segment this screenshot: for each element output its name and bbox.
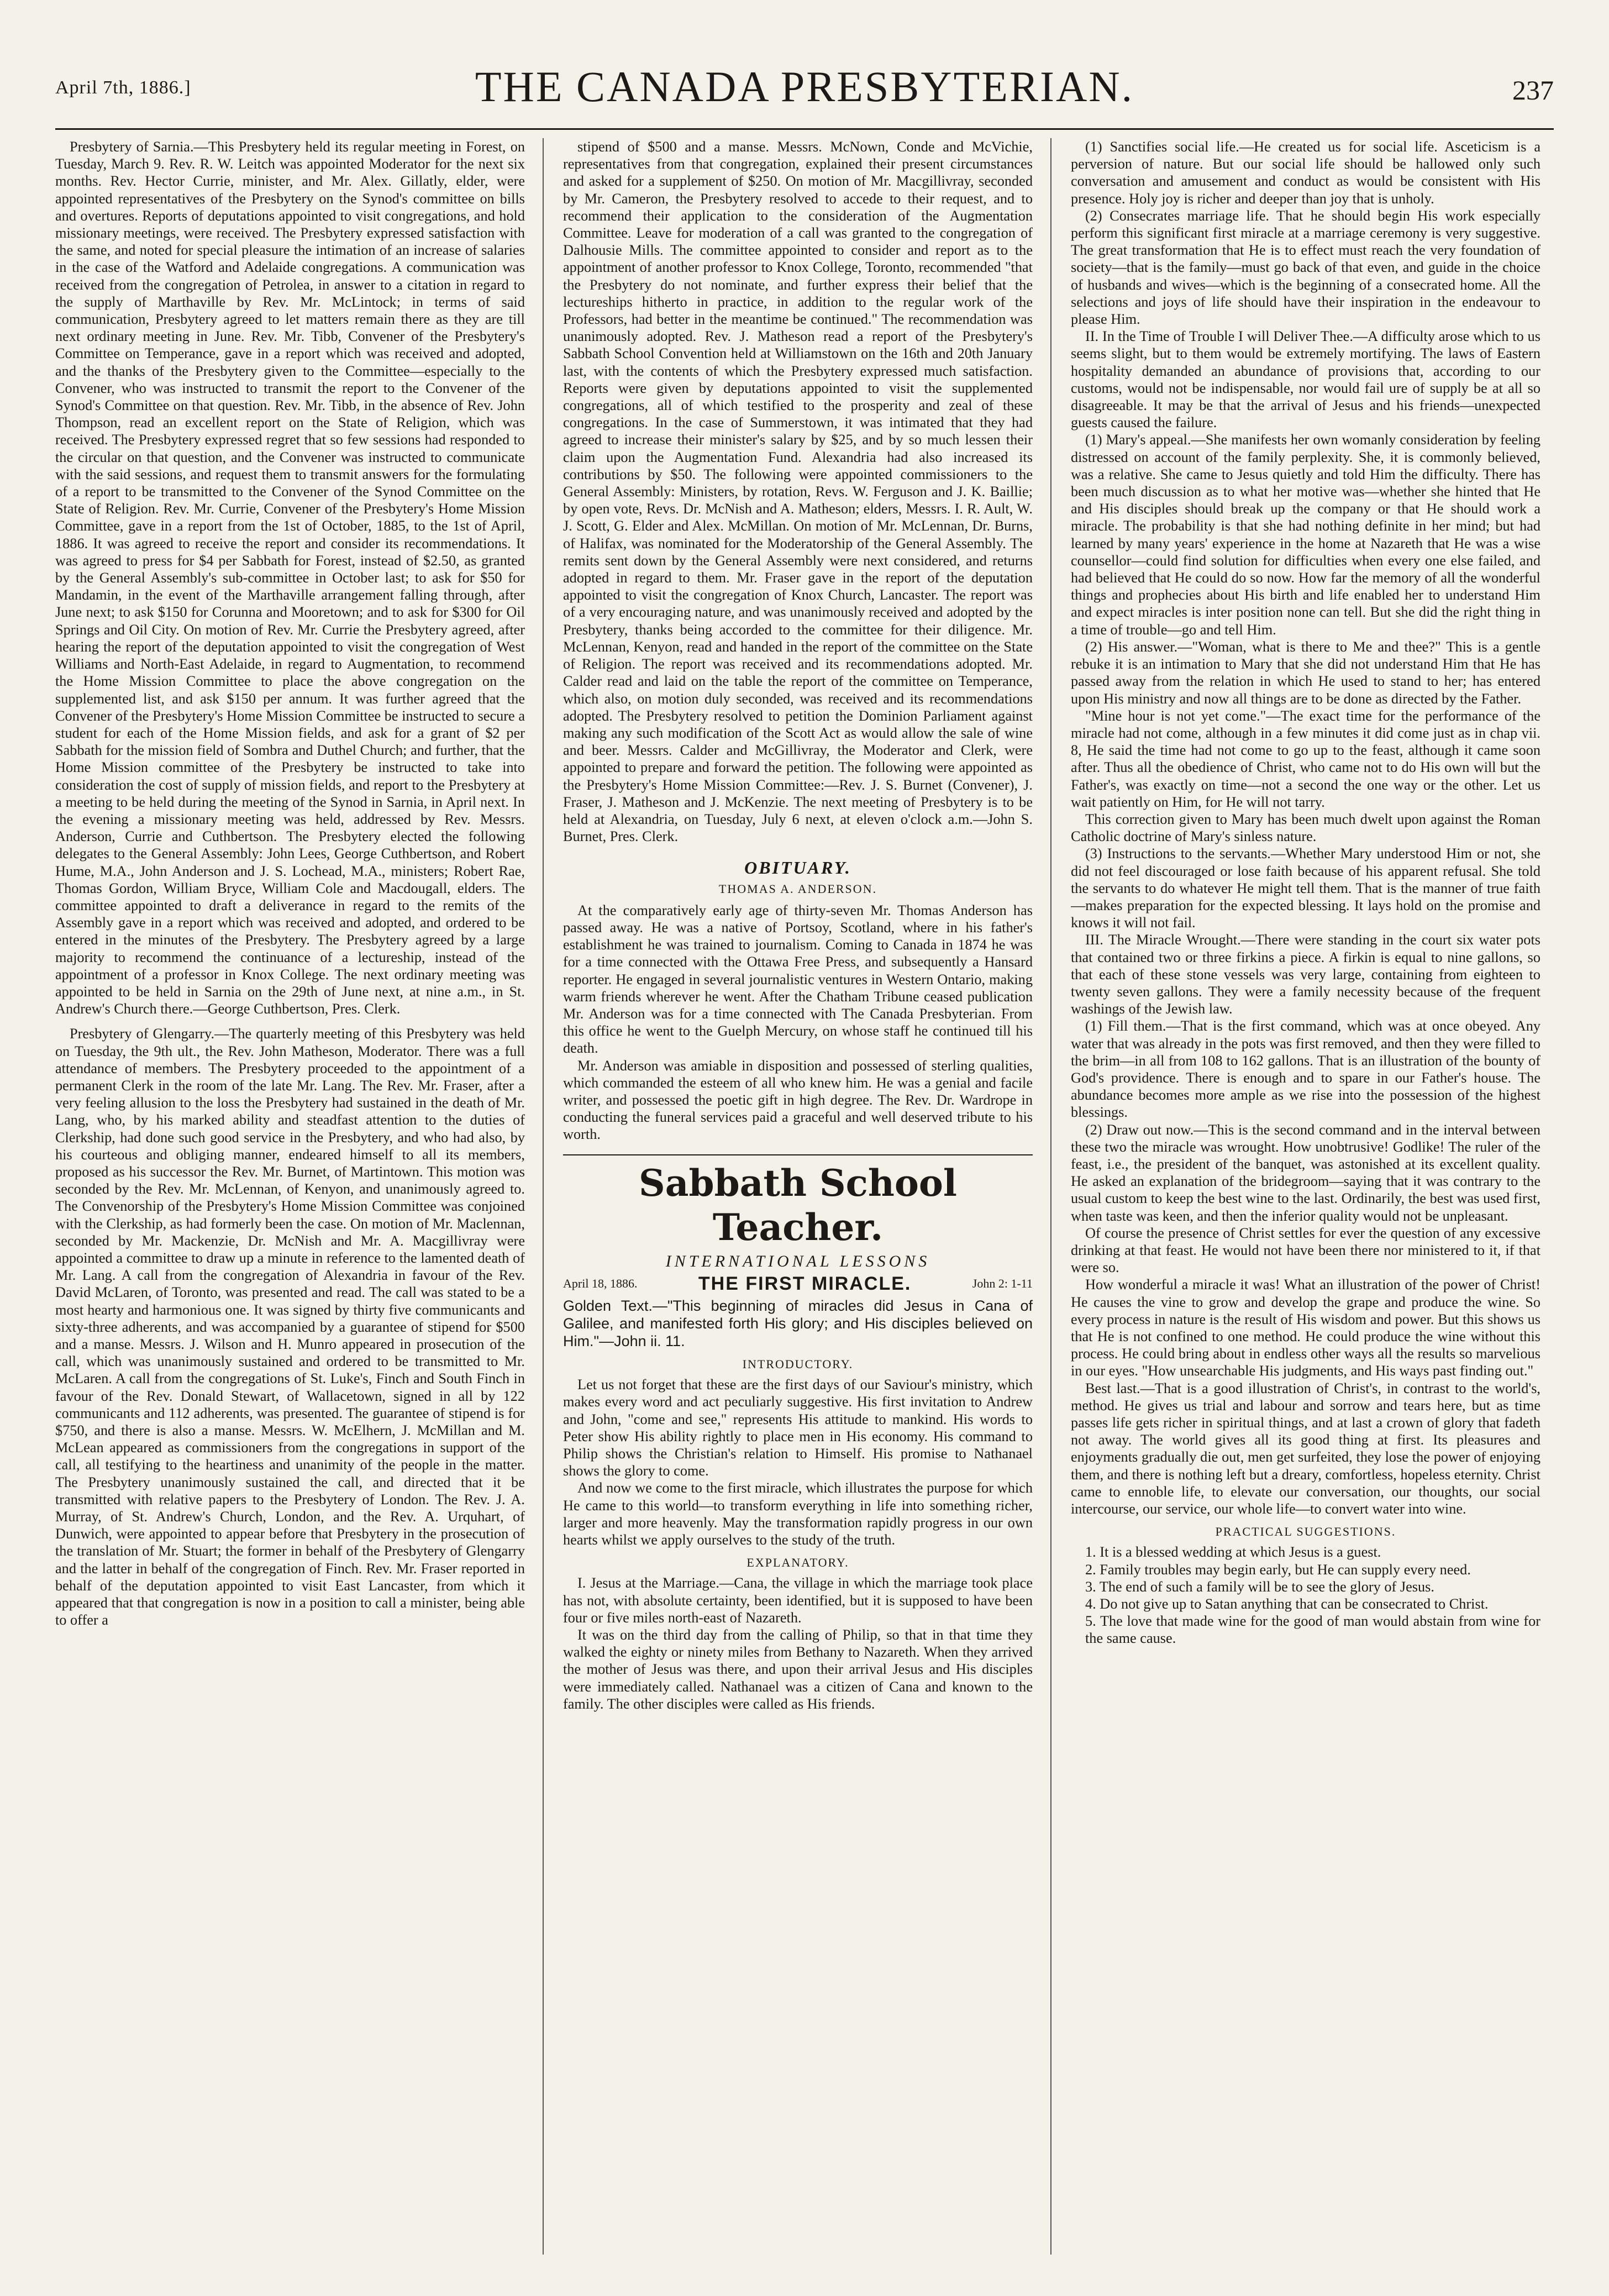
lesson-paragraph: This correction given to Mary has been much dwelt upon against the Roman Catholic doctrine of Mary's sinless nature. — [1071, 811, 1540, 845]
introductory-paragraph: Let us not forget that these are the first days of our Saviour's ministry, which makes every word and act peculiarly suggestive. His first invitation to Andrew and John, "come and see," represents His attitude to mankind. His words to Peter show His ability rightly to place men in His economy. His command to Philip shows the Christian's relation to Himself. His promise to Nathanael shows the glory to come. — [563, 1376, 1033, 1479]
explanatory-paragraph: I. Jesus at the Marriage.—Cana, the village in which the marriage took place has not, with absolute certainty, been identified, but it is supposed to have been four or five miles north-east of Nazareth. — [563, 1575, 1033, 1626]
lesson-paragraph: (3) Instructions to the servants.—Whether Mary understood Him or not, she did not feel discouraged or lose faith because of his apparent refusal. She told the servants to do whatever He might tell them. That is the manner of true faith—makes preparation for the expected blessing. It lays hold on the promise and knows it will not fail. — [1071, 845, 1540, 931]
section-heading-sabbath-school: Sabbath School Teacher. — [563, 1154, 1033, 1249]
list-item: 5. The love that made wine for the good of man would abstain from wine for the same cause. — [1085, 1613, 1540, 1647]
masthead — [55, 55, 1554, 122]
glengarry-report-continued: stipend of $500 and a manse. Messrs. McNown, Conde and McVichie, representatives from that congregation, explained their present circumstances and asked for a supplement of $250. On motion of Mr. Macgillivray, seconded by Mr. Cameron, the Presbytery resolved to accede to their request, and to recommend their application to the consideration of the Augmentation Committee. Leave for moderation of a call was granted to the congregation of Dalhousie Mills. The committee appointed to consider and report as to the appointment of another professor to Knox College, Toronto, recommended "that the Presbytery do not nominate, and further express their belief that the lectureships hitherto in practice, in addition to the regular work of the Professors, had better in the meantime be continued." The recommendation was unanimously adopted. Rev. J. Matheson read a report of the Presbytery's Sabbath School Convention held at Williamstown on the 16th and 20th January last, with the contents of which the Presbytery expressed much satisfaction. Reports were given by deputations appointed to visit the supplemented congregations, all of which testified to the prosperity and zeal of these congregations. In the case of Summerstown, it was intimated that they had agreed to increase their minister's salary by $25, and by so much lessen their claim upon the Augmentation Fund. Alexandria had also increased its contributions by $50. The following were appointed commissioners to the General Assembly: Ministers, by rotation, Revs. W. Ferguson and J. K. Baillie; by open vote, Revs. Dr. McNish and A. Matheson; elders, Messrs. I. R. Ault, W. J. Scott, G. Elder and Alex. McMillan. On motion of Mr. McLennan, Dr. Burns, of Halifax, was nominated for the Moderatorship of the General Assembly. The remits sent down by the General Assembly were next considered, and returns adopted in regard to them. Mr. Fraser gave in the report of the deputation appointed to visit the congregation of Knox Church, Lancaster. The report was of a very encouraging nature, and was unanimously received and adopted by the Presbytery, thanks being accorded to the committee for their diligence. Mr. McLennan, Kenyon, read and handed in the report of the committee on the State of Religion. The report was received and its recommendations adopted. Mr. Calder read and laid on the table the report of the committee on Temperance, which also, on motion duly seconded, was received and its recommendations adopted. The Presbytery resolved to petition the Dominion Parliament against making any such modification of the Scott Act as would allow the sale of wine and beer. Messrs. Calder and McGillivray, the Moderator and Clerk, were appointed to prepare and forward the petition. The following were appointed as the Presbytery's Home Mission Committee:—Rev. J. S. Burnet (Convener), J. Fraser, J. Matheson and J. McKenzie. The next meeting of Presbytery is to be held at Alexandria, on Tuesday, July 6 next, at eleven o'clock a.m.—John S. Burnet, Pres. Clerk. — [563, 139, 1033, 845]
practical-suggestions-heading: PRACTICAL SUGGESTIONS. — [1215, 1525, 1396, 1539]
introductory-paragraph: And now we come to the first miracle, which illustrates the purpose for which He came to this world—to transform everything in life into something richer, larger and more heavenly. May the transformation rapidly progress in our own hearts whilst we apply ourselves to the study of the truth. — [563, 1480, 1033, 1548]
lesson-paragraph: Of course the presence of Christ settles for ever the question of any excessive drinking at that feast. He would not have been there nor ministered to it, if that were so. — [1071, 1225, 1540, 1276]
lesson-paragraph: (2) His answer.—"Woman, what is there to Me and thee?" This is a gentle rebuke it is an intimation to Mary that she did not understand Him that He has passed away from the relation in which He used to stand to her; has entered upon His ministry and now all things are to be done as directed by the Father. — [1071, 638, 1540, 707]
column-3 — [1071, 138, 1540, 2271]
international-lessons-subheading: INTERNATIONAL LESSONS — [665, 1252, 930, 1270]
obituary-heading: OBITUARY. — [744, 858, 851, 878]
presbytery-glengarry-report: Presbytery of Glengarry.—The quarterly meeting of this Presbytery was held on Tuesday, the 9th ult., the Rev. John Matheson, Moderator. There was a full attendance of members. The Presbytery proceeded to the appointment of a permanent Clerk in the room of the late Mr. Lang. The Rev. Mr. Fraser, after a very feeling allusion to the loss the Presbytery had sustained in the death of Mr. Lang, who, by his marked ability and steadfast attention to the duties of Clerkship, had done such good service in the Presbytery, and who had also, by his courteous and obliging manner, endeared himself to all its members, proposed as his successor the Rev. Mr. Burnet, of Martintown. This motion was seconded by the Rev. Mr. McLennan, of Kenyon, and unanimously agreed to. The Convenorship of the Presbytery's Home Mission Committee was conjoined with the Clerkship, as had formerly been the case. On motion of Mr. Maclennan, seconded by Mr. Mackenzie, Dr. McNish and Mr. A. Macgillivray were appointed a committee to draw up a minute in reference to the lamented death of Mr. Lang. A call from the congregation of Alexandria in favour of the Rev. David McLaren, of Toronto, was presented and read. The call was stated to be a most hearty and harmonious one. It was signed by thirty five communicants and sixty-three adherents, and was accompanied by a guarantee of stipend for $500 and a manse. Messrs. J. Wilson and H. Munro appeared in prosecution of the call, which was unanimously sustained and ordered to be transmitted to Mr. McLaren. A call from the congregations of St. Luke's, Finch and South Finch in favour of the Rev. Donald Stewart, of Wallacetown, signed in all by 122 communicants and 112 adherents, was presented. The guarantee of stipend is for $750, and there is also a manse. Messrs. W. McElhern, J. McMillan and M. McLean appeared as commissioners from the congregations in support of the call, all testifying to the heartiness and unanimity of the people in the matter. The Presbytery unanimously sustained the call, and directed that it be transmitted with relative papers to the Presbytery of London. The Rev. J. A. Murray, of St. Andrew's Church, London, and the Rev. A. Urquhart, of Dunwich, were appointed to appear before that Presbytery in the prosecution of the translation of Mr. Stuart; the former in behalf of the Presbytery of Glengarry and the latter in behalf of the congregation of Finch. Rev. Mr. Fraser reported in behalf of the deputation appointed to visit East Lancaster, from which it appeared that that congregation is now in a position to call a minister, being able to offer a — [55, 1026, 525, 1628]
lesson-header — [563, 1275, 1033, 1293]
column-divider — [1050, 138, 1051, 2255]
lesson-paragraph: "Mine hour is not yet come."—The exact time for the performance of the miracle had not come, although in a few minutes it did come just as in chap vii. 8, He said the time had not come to go up to the feast, although it came soon after. Thus all the obedience of Christ, who came not to do His own will but the Father's, was exactly on time—not a second the one way or the other. Let us wait patiently on Him, for He will not tarry. — [1071, 707, 1540, 810]
column-divider — [543, 138, 544, 2255]
lesson-paragraph: How wonderful a miracle it was! What an illustration of the power of Christ! He causes the vine to grow and develop the grape and produce the wine. So every process in nature is the result of His wisdom and power. But this shows us that He is not confined to one method. He could produce the wine without this process. He could bring about in endless other ways all the results so marvelious in our eyes. "How unsearchable His judgments, and His ways past finding out." — [1071, 1276, 1540, 1379]
lesson-paragraph: (1) Fill them.—That is the first command, which was at once obeyed. Any water that was already in the pots was first removed, and then they were filled to the brim—in all from 108 to 162 gallons. That is an illustration of the bounty of God's providence. There is enough and to spare in our Father's house. The abundance becomes more ample as we rise into the possession of the highest blessings. — [1071, 1018, 1540, 1121]
explanatory-heading: EXPLANATORY. — [746, 1556, 849, 1570]
column-1 — [55, 138, 525, 2271]
presbytery-sarnia-report: Presbytery of Sarnia.—This Presbytery held its regular meeting in Forest, on Tuesday, March 9. Rev. R. W. Leitch was appointed Moderator for the next six months. Rev. Hector Currie, minister, and Mr. Alex. Gillatly, elder, were appointed representatives of the Presbytery on the Synod's committee on bills and overtures. Reports of deputations appointed to visit congregations, and hold missionary meetings, were received. The Presbytery expressed satisfaction with the same, and noted for special pleasure the intimation of an increase of salaries in the case of the Watford and Adelaide congregations. A communication was received from the congregation of Petrolea, in answer to a citation in regard to the supply of Marthaville by Rev. Mr. McLintock; in terms of said communication, Presbytery agreed to let matters remain there as they are till next ordinary meeting in June. Rev. Mr. Tibb, Convener of the Presbytery's Committee on Temperance, gave in a report which was received and adopted, and the thanks of the Presbytery given to the Committee—especially to the Convener, who was instructed to transmit the report to the Convener of the Synod's Committee on that question. Rev. Mr. Tibb, in the absence of Rev. John Thompson, read an excellent report on the State of Religion, which was received. The Presbytery expressed regret that so few sessions had responded to the circular on that question, and the Convener was instructed to communicate with the said sessions, and request them to transmit answers for the formulating of a report to be transmitted to the Convener of the Synod Committee on the State of Religion. Rev. Mr. Currie, Convener of the Presbytery's Home Mission Committee, gave in a report from the 1st of October, 1885, to the 1st of April, 1886. It was agreed to receive the report and consider its recommendations. It was agreed to press for $4 per Sabbath for Forest, instead of $2.50, as granted by the General Assembly's sub-committee in October last; to ask for $50 for Mandamin, in the event of the Marthaville arrangement falling through, after June next; to ask $150 for Corunna and Mooretown; and to ask for $300 for Oil Springs and Oil City. On motion of Rev. Mr. Currie the Presbytery agreed, after hearing the report of the deputation appointed to visit the congregation of West Williams and North-East Adelaide, in regard to Augmentation, to recommend the Home Mission Committee to place the above congregation on the supplemented list, and ask $150 per annum. It was further agreed that the Convener of the Presbytery's Home Mission Committee be instructed to secure a student for each of the Home Mission fields, and ask for a grant of $2 per Sabbath for the mission field of Sombra and Duthel Church; and further, that the Home Mission committee of the Presbytery be instructed to take into consideration the cost of supply of mission fields, and report to the Presbytery at a meeting to be held during the meeting of the Synod in Sarnia, in April next. In the evening a missionary meeting was held, addressed by Rev. Messrs. Anderson, Currie and Cuthbertson. The Presbytery elected the following delegates to the General Assembly: John Lees, George Cuthbertson, and Robert Hume, M.A., John Anderson and J. S. Lochead, M.A., ministers; Robert Rae, Thomas Gordon, William Bryce, William Cole and Macdougall, elders. The committee appointed to draft a deliverance in regard to the remits of the Assembly gave in a report which was received and adopted, and ordered to be entered in the minutes of the Presbytery. The Presbytery agreed by a large majority to recommend the continuance of a lectureship, instead of the appointment of a professor in Knox College. The next ordinary meeting was appointed to be held in Sarnia on the 29th of June next, at nine a.m., in St. Andrew's Church there.—George Cuthbertson, Pres. Clerk. — [55, 139, 525, 1017]
page-number: 237 — [1512, 75, 1554, 106]
list-item: 4. Do not give up to Satan anything that can be consecrated to Christ. — [1085, 1596, 1489, 1612]
lesson-paragraph: III. The Miracle Wrought.—There were standing in the court six water pots that contained two or three firkins a piece. A firkin is equal to nine gallons, so that each of these stone vessels was very large, containing from eighteen to twenty seven gallons. They were a family necessity because of the frequent washings of the Jewish law. — [1071, 932, 1540, 1017]
lesson-paragraph: II. In the Time of Trouble I will Deliver Thee.—A difficulty arose which to us seems slight, but to them would be extremely mortifying. The laws of Eastern hospitality demanded an abundance of provisions that, according to our customs, would not be indispensable, nor would fail ure of supply be at all so disagreeable. It may be that the arrival of Jesus and his friends—unexpected guests caused the failure. — [1071, 328, 1540, 431]
lesson-paragraph: (1) Mary's appeal.—She manifests her own womanly consideration by feeling distressed on account of the family perplexity. She, it is commonly believed, was a relative. She came to Jesus quietly and told Him the difficulty. There has been much discussion as to what her motive was—whether she hinted that He and His disciples should break up the company or that He should work a miracle. The probability is that she had nothing definite in her mind; but had learned by many years' experience in the home at Nazareth that He was a wise counsellor—could find solution for difficulties when every one else failed, and had believed that He could do so now. How far the memory of all the wonderful things and prophecies about His birth and life enabled her to understand Him and expect miracles is inter position none can tell. But she did the right thing in a time of trouble—go and tell Him. — [1071, 432, 1540, 638]
obituary-name: THOMAS A. ANDERSON. — [718, 881, 877, 896]
issue-date: April 7th, 1886.] — [55, 77, 191, 98]
lesson-paragraph: (1) Sanctifies social life.—He created us for social life. Asceticism is a perversion of nature. But our social life should be hallowed only such conversation and amusement and conduct as would be consistent with His presence. Holy joy is richer and deeper than joy that is unholy. — [1071, 139, 1540, 207]
introductory-heading: INTRODUCTORY. — [742, 1357, 854, 1371]
list-item: 1. It is a blessed wedding at which Jesus is a guest. — [1085, 1544, 1381, 1561]
lesson-date: April 18, 1886. — [563, 1276, 638, 1291]
newspaper-title: THE CANADA PRESBYTERIAN. — [475, 62, 1134, 111]
list-item: 2. Family troubles may begin early, but He can supply every need. — [1085, 1561, 1471, 1578]
lesson-title: THE FIRST MIRACLE. — [698, 1273, 912, 1294]
obituary-paragraph: Mr. Anderson was amiable in disposition and possessed of sterling qualities, which commanded the esteem of all who knew him. He was a genial and facile writer, and possessed the poetic gift in high degree. The Rev. Dr. Wardrope in conducting the funeral services paid a graceful and well deserved tribute to his worth. — [563, 1057, 1033, 1143]
column-2 — [563, 138, 1033, 2271]
list-item: 3. The end of such a family will be to see the glory of Jesus. — [1085, 1578, 1434, 1595]
obituary-paragraph: At the comparatively early age of thirty-seven Mr. Thomas Anderson has passed away. He was a native of Portsoy, Scotland, where in his father's establishment he was trained to journalism. Coming to Canada in 1874 he was for a time connected with the Ottawa Free Press, and subsequently a Hansard reporter. He engaged in several journalistic ventures in Western Ontario, making warm friends wherever he went. After the Chatham Tribune ceased publication Mr. Anderson was for a time connected with The Canada Presbyterian. From this office he went to the Guelph Mercury, on whose staff he continued till his death. — [563, 902, 1033, 1057]
practical-suggestions-list — [1071, 1543, 1540, 1647]
golden-text: Golden Text.—"This beginning of miracles did Jesus in Cana of Galilee, and manifested forth His glory; and His disciples believed on Him."—John ii. 11. — [563, 1297, 1033, 1349]
masthead-rule — [55, 128, 1554, 130]
lesson-paragraph: (2) Consecrates marriage life. That he should begin His work especially perform this significant first miracle at a marriage ceremony is very suggestive. The great transformation that He is to effect must reach the very foundation of society—that is the family—must go back of that even, and guide in the choice of husbands and wives—which is the beginning of a consecrated home. All the selections and joys of life should have their inspiration in the endeavour to please Him. — [1071, 207, 1540, 328]
lesson-reference: John 2: 1-11 — [972, 1276, 1033, 1291]
lesson-paragraph: Best last.—That is a good illustration of Christ's, in contrast to the world's, method. He gives us trial and labour and sorrow and tears here, but as time passes life gets richer in spiritual things, and at last a crown of glory that fadeth not away. The world gives all its good thing at first. Its pleasures and enjoyments gradually die out, men get surfeited, they lose the power of enjoying them, and there is nothing left but a dreary, comfortless, hopeless eternity. Christ came to ennoble life, to elevate our conversation, our thoughts, our social intercourse, our service, our whole life—to convert water into wine. — [1071, 1380, 1540, 1517]
explanatory-paragraph: It was on the third day from the calling of Philip, so that in that time they walked the eighty or ninety miles from Bethany to Nazareth. When they arrived the mother of Jesus was there, and upon their arrival Jesus and His disciples were immediately called. Nathanael was a citizen of Cana and known to the family. The other disciples were called as His friends. — [563, 1627, 1033, 1712]
lesson-paragraph: (2) Draw out now.—This is the second command and in the interval between these two the miracle was wrought. How unobtrusive! Godlike! The ruler of the feast, i.e., the president of the banquet, was astonished at its excellent quality. He asked an explanation of the bridegroom—saying that it was contrary to the usual custom to keep the best wine to the last. Ordinarily, the best was used first, when taste was keen, and then the inferior quality would not be unpleasant. — [1071, 1121, 1540, 1224]
